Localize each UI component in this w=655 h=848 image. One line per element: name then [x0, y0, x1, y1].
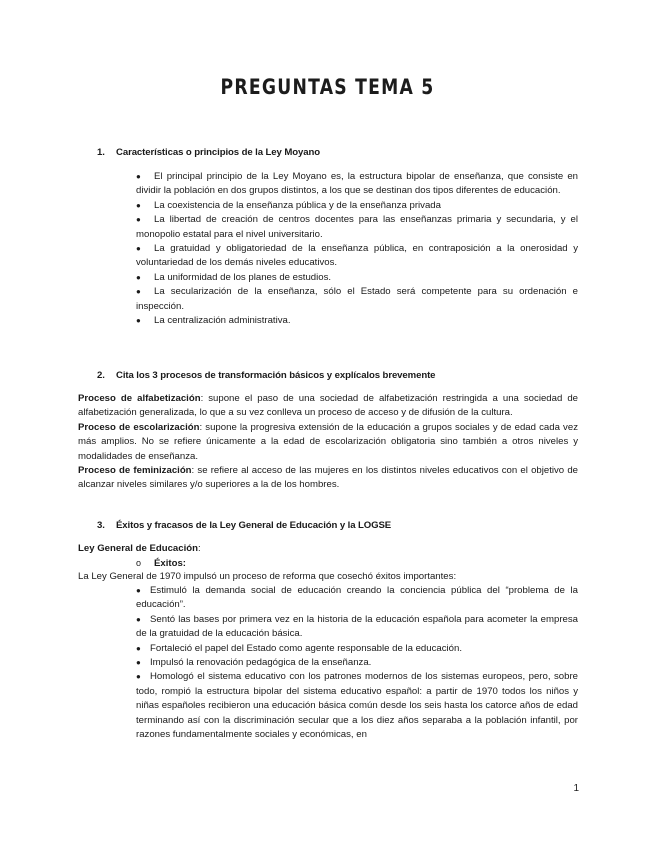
- section-1-heading: [97, 146, 320, 160]
- section-1-list: [136, 170, 578, 328]
- section-3-number: 3.: [97, 520, 105, 531]
- list-item: ● El principal principio de la Ley Moyano es, la estructura bipolar de enseñanza, que consiste en dividir la población en dos grupos distintos, a los que se destinan dos tipos diferentes de educación.: [136, 171, 578, 197]
- bullet-icon: ●: [136, 672, 141, 682]
- list-item: ● La coexistencia de la enseñanza pública y de la enseñanza privada: [136, 199, 578, 213]
- bullet-icon: ●: [136, 316, 141, 326]
- circle-bullet-icon: o: [136, 558, 142, 568]
- list-item: ● Homologó el sistema educativo con los patrones modernos de los sistemas europeos, pero, sobre todo, rompió la estructura bipolar del sistema educativo español: a partir de 1970 todos los niños y niñas españoles recibieron una educación básica común desde los seis hasta los catorce años de edad terminando así con la discriminación secular que a los diez años separaba a la población infantil, por razones fundamentalmente sociales y económicas, en: [136, 671, 578, 741]
- bullet-icon: ●: [136, 287, 141, 297]
- process-paragraph: Proceso de escolarización: supone la progresiva extensión de la educación a grupos sociales y de edad cada vez más amplios. No se refiere únicamente a la edad de escolarización obligatoria sino también a otros niveles y modalidades de enseñanza.: [78, 421, 578, 462]
- section-1-number: 1.: [97, 147, 105, 158]
- bullet-icon: ●: [136, 200, 141, 210]
- successes-subheading: o Éxitos:: [136, 558, 186, 569]
- list-item: ● Impulsó la renovación pedagógica de la enseñanza.: [136, 656, 578, 670]
- section-2-number: 2.: [97, 370, 105, 381]
- process-term: Proceso de alfabetización: [78, 393, 201, 404]
- bullet-icon: ●: [136, 215, 141, 225]
- section-1-title: Características o principios de la Ley Moyano: [116, 147, 320, 158]
- list-item: ● Fortaleció el papel del Estado como agente responsable de la educación.: [136, 642, 578, 656]
- bullet-icon: ●: [136, 614, 141, 624]
- bullet-icon: ●: [136, 172, 141, 181]
- section-2-body: [78, 392, 578, 493]
- list-item: ● Estimuló la demanda social de educación creando la conciencia pública del “problema de la educación”.: [136, 585, 578, 611]
- list-item: ● La uniformidad de los planes de estudios.: [136, 271, 578, 285]
- section-3-title: Éxitos y fracasos de la Ley General de Educación y la LOGSE: [116, 520, 392, 531]
- list-item: ● La gratuidad y obligatoriedad de la enseñanza pública, en contraposición a la onerosidad y voluntariedad de los demás niveles educativos.: [136, 243, 578, 269]
- list-item: ● La libertad de creación de centros docentes para las enseñanzas primaria y secundaria, y el monopolio estatal para el nivel universitario.: [136, 214, 578, 240]
- section-2-heading: [97, 369, 435, 383]
- section-3-list: [136, 584, 578, 742]
- law-label: Ley General de Educación:: [78, 543, 201, 554]
- bullet-icon: ●: [136, 643, 141, 653]
- process-term: Proceso de escolarización: [78, 421, 200, 433]
- list-item: ● La secularización de la enseñanza, sólo el Estado será competente para su ordenación e inspección.: [136, 286, 578, 312]
- section-3-heading: [97, 519, 391, 533]
- list-item: ● La centralización administrativa.: [136, 314, 578, 328]
- bullet-icon: ●: [136, 658, 141, 668]
- successes-intro: La Ley General de 1970 impulsó un proceso de reforma que cosechó éxitos importantes:: [78, 571, 457, 582]
- process-paragraph: Proceso de alfabetización: supone el paso de una sociedad de alfabetización restringida a una sociedad de alfabetización generalizada, lo que a su vez conlleva un proceso de acceso y de difusión de la cultura.: [78, 393, 578, 419]
- process-term: Proceso de feminización: [78, 465, 192, 477]
- bullet-icon: ●: [136, 586, 141, 595]
- page-title: PREGUNTAS TEMA 5: [220, 75, 435, 99]
- bullet-icon: ●: [136, 244, 141, 254]
- bullet-icon: ●: [136, 272, 141, 282]
- process-paragraph: Proceso de feminización: se refiere al acceso de las mujeres en los distintos niveles educativos con el objetivo de alcanzar niveles similares y/o superiores a la de los hombres.: [78, 465, 578, 491]
- list-item: ● Sentó las bases por primera vez en la historia de la educación española para acometer la empresa de la gratuidad de la educación básica.: [136, 613, 578, 640]
- page-number: 1: [573, 783, 579, 794]
- section-2-title: Cita los 3 procesos de transformación básicos y explícalos brevemente: [116, 370, 436, 381]
